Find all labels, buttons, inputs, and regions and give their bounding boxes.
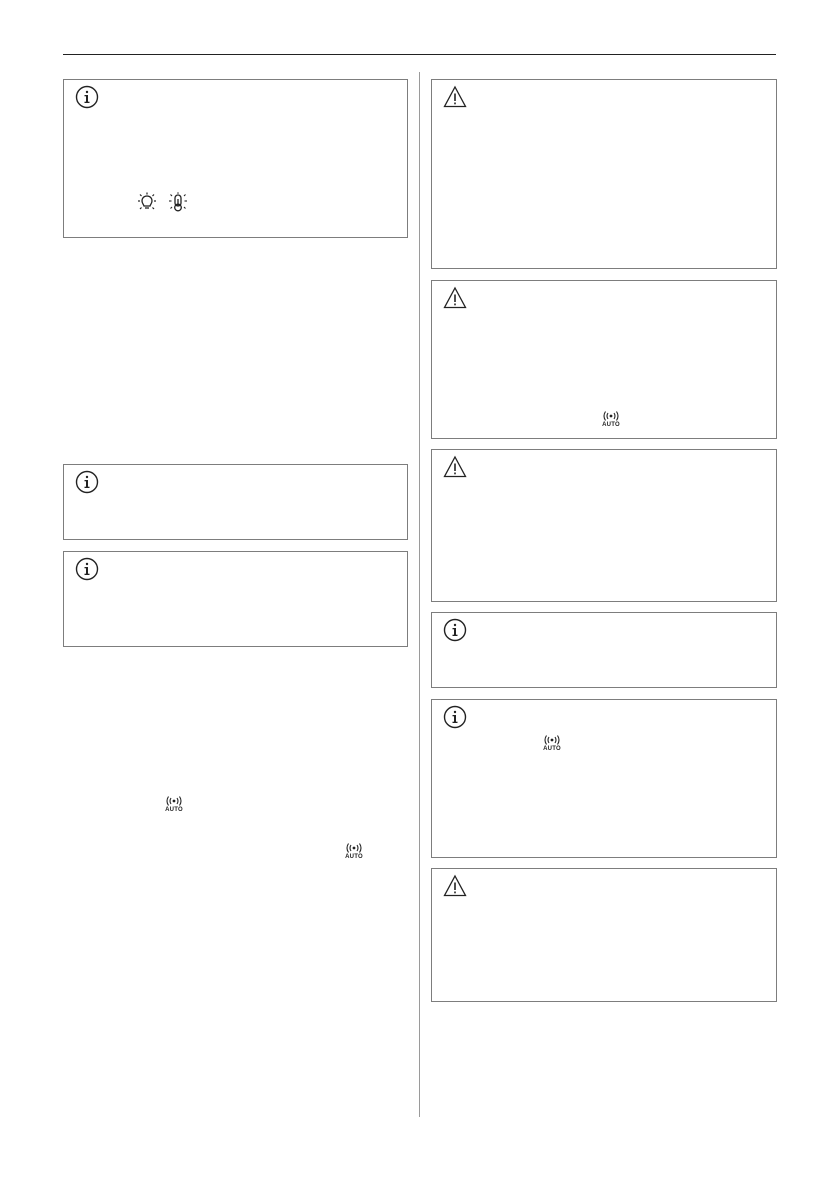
- info-box-4: [431, 612, 777, 688]
- auto-label: AUTO: [345, 854, 363, 860]
- warning-box-1: [431, 79, 777, 269]
- auto-label: AUTO: [602, 422, 620, 428]
- auto-hob-hood-icon: [163, 796, 185, 816]
- auto-hob-hood-icon: [541, 735, 563, 755]
- light-thermometer-icon: [167, 192, 189, 219]
- top-rule: [63, 54, 776, 55]
- auto-label: AUTO: [543, 746, 561, 752]
- auto-label: AUTO: [165, 807, 183, 813]
- auto-hob-hood-icon: [600, 411, 622, 431]
- info-icon: [443, 618, 467, 642]
- info-icon: [443, 705, 467, 729]
- warning-box-3: [431, 449, 777, 602]
- column-divider: [419, 72, 420, 1117]
- warning-box-4: [431, 868, 777, 1002]
- warning-icon: [443, 455, 467, 479]
- info-box-2: [63, 464, 408, 540]
- warning-icon: [443, 286, 467, 310]
- info-box-1: [63, 79, 408, 238]
- info-box-5: [431, 699, 777, 858]
- warning-box-2: [431, 280, 777, 439]
- warning-icon: [443, 85, 467, 109]
- info-icon: [75, 470, 99, 494]
- light-bulb-icon: [137, 192, 157, 219]
- warning-icon: [443, 874, 467, 898]
- auto-hob-hood-icon: [343, 843, 365, 863]
- info-box-3: [63, 551, 408, 647]
- info-icon: [75, 557, 99, 581]
- info-icon: [75, 85, 99, 109]
